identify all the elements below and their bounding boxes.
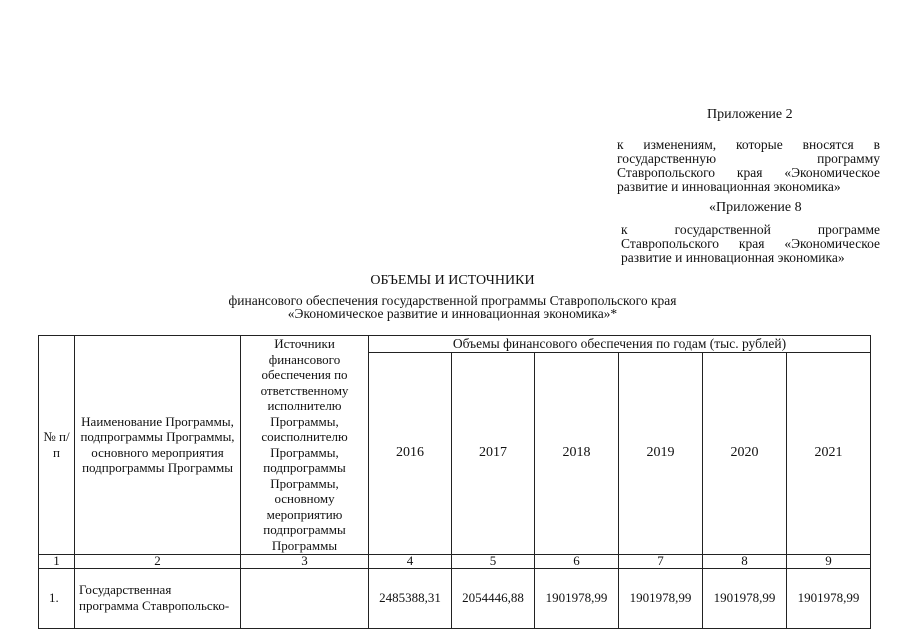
financing-table (38, 335, 871, 629)
appendix-sub-title: «Приложение 8 (709, 200, 802, 215)
document-subtitle-line1: финансового обеспечения государственной программы Ставропольского края (228, 293, 677, 308)
row-num: 1. (39, 568, 75, 628)
document-subtitle (0, 294, 905, 320)
row-value: 1901978,99 (787, 568, 871, 628)
row-value: 1901978,99 (535, 568, 619, 628)
row-source (241, 568, 369, 628)
header-year: 2021 (787, 352, 871, 554)
column-number: 3 (241, 554, 369, 568)
appendix-title: Приложение 2 (707, 107, 793, 122)
header-year: 2019 (619, 352, 703, 554)
header-volumes: Объемы финансового обеспечения по годам (тыс. рублей) (369, 336, 871, 353)
column-number: 6 (535, 554, 619, 568)
header-year: 2018 (535, 352, 619, 554)
document-subtitle-line2: «Экономическое развитие и инновационная экономика»* (287, 306, 618, 321)
appendix-text: к изменениям, которые вносятся в государственную программу Ставропольского края «Экономическое развитие и инновационная экономика» (617, 137, 880, 194)
row-name: Государственная программа Ставропольско- (75, 568, 241, 628)
column-number: 7 (619, 554, 703, 568)
column-number: 8 (703, 554, 787, 568)
column-number: 2 (75, 554, 241, 568)
row-value: 1901978,99 (619, 568, 703, 628)
appendix-sub-text: к государственной программе Ставропольского края «Экономическое развитие и инновационная экономика» (621, 222, 880, 265)
header-year: 2017 (452, 352, 535, 554)
column-number: 9 (787, 554, 871, 568)
column-number: 4 (369, 554, 452, 568)
column-number: 1 (39, 554, 75, 568)
header-num: № п/п (39, 336, 75, 555)
document-title: ОБЪЕМЫ И ИСТОЧНИКИ (370, 273, 535, 288)
row-value: 2485388,31 (369, 568, 452, 628)
header-year: 2020 (703, 352, 787, 554)
row-value: 1901978,99 (703, 568, 787, 628)
header-source: Источники финансового обеспечения по ответственному исполнителю Программы, соисполнителю Программы, подпрограммы Программы, основному мероприятию подпрограммы Программы (241, 336, 369, 555)
header-year: 2016 (369, 352, 452, 554)
row-value: 2054446,88 (452, 568, 535, 628)
column-number: 5 (452, 554, 535, 568)
header-name: Наименование Программы, подпрограммы Программы, основного мероприятия подпрограммы Программы (75, 336, 241, 555)
table-row (39, 568, 871, 628)
